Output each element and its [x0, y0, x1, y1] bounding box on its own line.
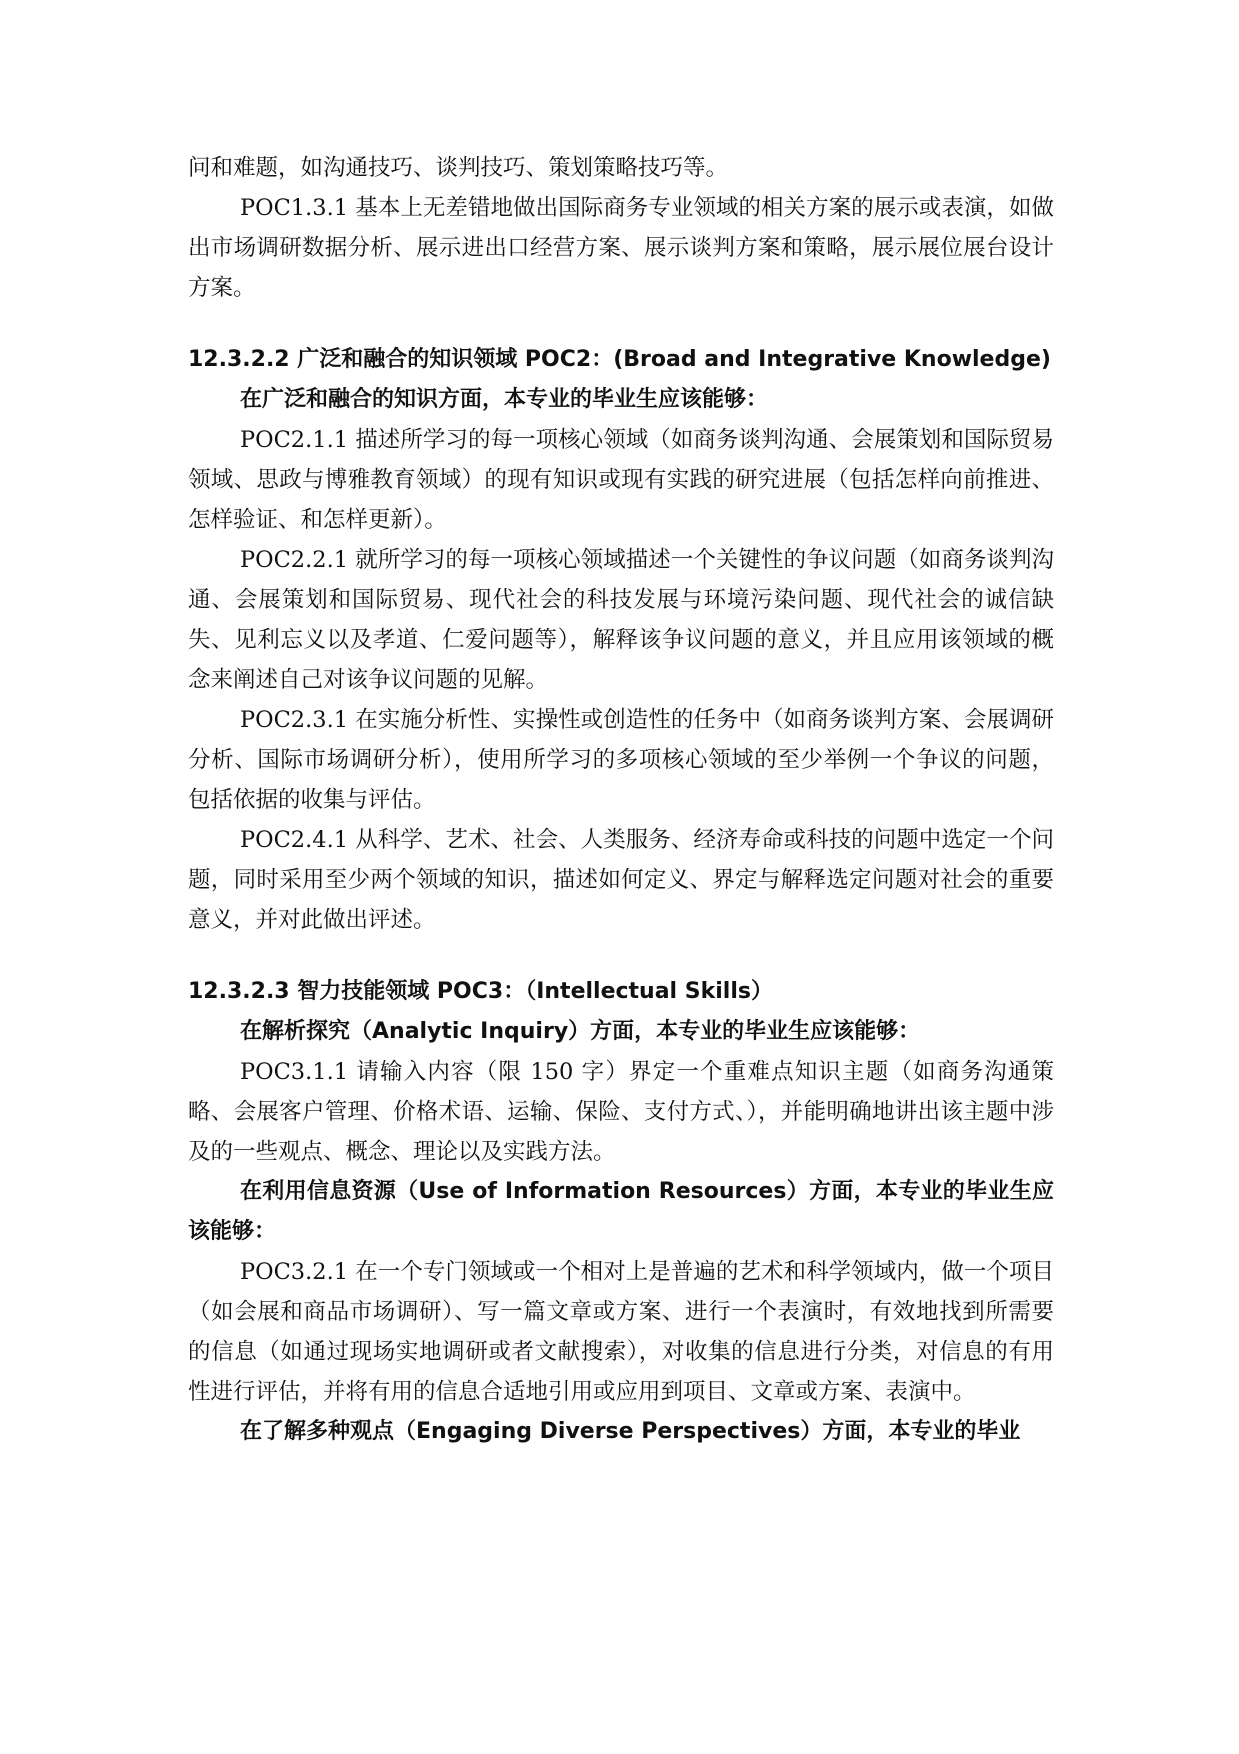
section-heading-12-3-2-2: 12.3.2.2 广泛和融合的知识领域 POC2：(Broad and Integrative Knowledge) — [188, 347, 1051, 372]
section-heading-12-3-2-3: 12.3.2.3 智力技能领域 POC3：（Intellectual Skills） — [188, 979, 773, 1004]
spacer — [188, 308, 1054, 340]
subheading-diverse-perspectives: 在了解多种观点（Engaging Diverse Perspectives）方面，本专业的毕业 — [240, 1419, 1021, 1444]
paragraph-poc2-3-1: POC2.3.1 在实施分析性、实操性或创造性的任务中（如商务谈判方案、会展调研分析、国际市场调研分析），使用所学习的多项核心领域的至少举例一个争议的问题，包括依据的收集与评估。 — [188, 707, 1054, 813]
paragraph-continuation: 问和难题，如沟通技巧、谈判技巧、策划策略技巧等。 — [188, 155, 729, 181]
subheading-analytic-inquiry: 在解析探究（Analytic Inquiry）方面，本专业的毕业生应该能够： — [240, 1019, 921, 1044]
paragraph-poc2-1-1: POC2.1.1 描述所学习的每一项核心领域（如商务谈判沟通、会展策划和国际贸易领域、思政与博雅教育领域）的现有知识或现有实践的研究进展（包括怎样向前推进、怎样验证、和怎样更新）。 — [188, 427, 1054, 533]
document-page — [188, 148, 1054, 1452]
paragraph-poc3-1-1: POC3.1.1 请输入内容（限 150 字）界定一个重难点知识主题（如商务沟通策略、会展客户管理、价格术语、运输、保险、支付方式、），并能明确地讲出该主题中涉及的一些观点、概念、理论以及实践方法。 — [188, 1059, 1054, 1165]
paragraph-poc1-3-1: POC1.3.1 基本上无差错地做出国际商务专业领域的相关方案的展示或表演，如做出市场调研数据分析、展示进出口经营方案、展示谈判方案和策略，展示展位展台设计方案。 — [188, 195, 1054, 301]
paragraph-poc2-2-1: POC2.2.1 就所学习的每一项核心领域描述一个关键性的争议问题（如商务谈判沟通、会展策划和国际贸易、现代社会的科技发展与环境污染问题、现代社会的诚信缺失、见利忘义以及孝道、仁爱问题等），解释该争议问题的意义，并且应用该领域的概念来阐述自己对该争议问题的见解。 — [188, 547, 1054, 693]
paragraph-poc3-2-1: POC3.2.1 在一个专门领域或一个相对上是普遍的艺术和科学领域内，做一个项目（如会展和商品市场调研）、写一篇文章或方案、进行一个表演时，有效地找到所需要的信息（如通过现场实地调研或者文献搜索），对收集的信息进行分类，对信息的有用性进行评估，并将有用的信息合适地引用或应用到项目、文章或方案、表演中。 — [188, 1259, 1054, 1405]
subheading-information-resources: 在利用信息资源（Use of Information Resources）方面，本专业的毕业生应该能够： — [188, 1179, 1054, 1244]
paragraph-poc2-4-1: POC2.4.1 从科学、艺术、社会、人类服务、经济寿命或科技的问题中选定一个问题，同时采用至少两个领域的知识，描述如何定义、界定与解释选定问题对社会的重要意义，并对此做出评述。 — [188, 827, 1054, 933]
subheading-poc2: 在广泛和融合的知识方面，本专业的毕业生应该能够： — [240, 387, 769, 412]
spacer — [188, 940, 1054, 972]
